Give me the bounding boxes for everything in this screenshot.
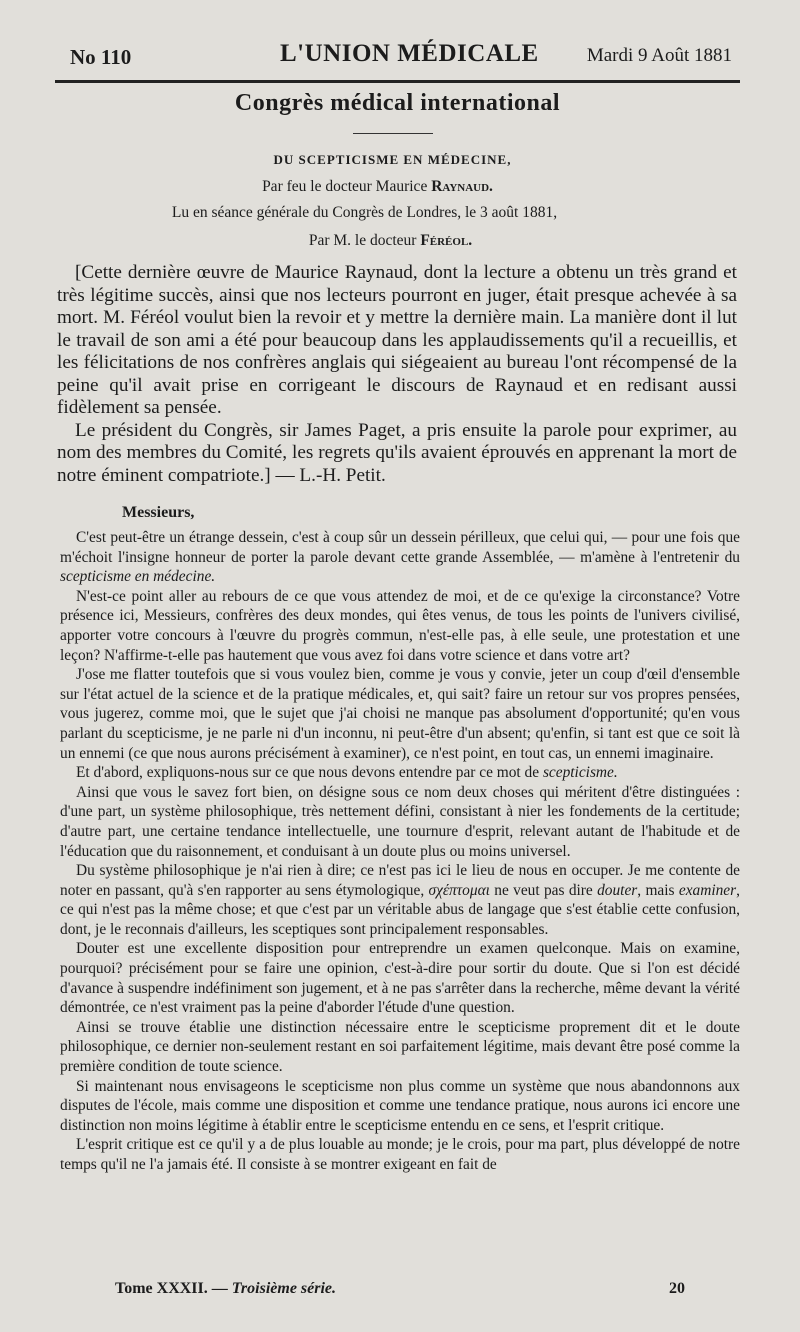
body-paragraph: Douter est une excellente disposition pour entreprendre un examen quelconque. Mais on examine, pourquoi? précisément pour se faire une opinion, c'est-à-dire pour sortir du doute. Que si l'on est décidé d'avance à suspendre indéfiniment son jugement, et à ne pas s'arrêter dans la recherche, même devant la vérité démontrée, ce n'est vraiment pas la peine d'aborder l'étude d'une question. [60,940,740,1017]
article-subtitle: DU SCEPTICISME EN MÉDECINE, [273,152,512,167]
lecture-note: Lu en séance générale du Congrès de Londres, le 3 août 1881, [171,204,558,221]
journal-title: L'UNION MÉDICALE [280,40,539,67]
body-paragraph: Si maintenant nous envisageons le scepticisme non plus comme un système que nous abandonnons aux disputes de l'école, mais comme une disposition et comme une tendance pratique, nous aurons ici encore une distinction non moins légitime à établir entre le scepticisme entendu en ce sens, et l'esprit critique. [60,1077,740,1134]
author-name: Raynaud. [431,178,493,195]
signature-number: 20 [669,1280,685,1297]
salutation: Messieurs, [122,504,195,521]
body-paragraph: Ainsi que vous le savez fort bien, on désigne sous ce nom deux choses qui méritent d'être distinguées : d'une part, un système philosophique, très nettement défini, consistant à nier les fondements de la certitude; d'autre part, une certaine tendance intellectuelle, une tournure d'esprit, relevant autant de l'habitude et de l'éducation que du raisonnement, et conduisant à un doute plus ou moins universel. [60,783,740,860]
reader-name: Féréol. [420,232,473,249]
running-header [70,40,732,74]
body-paragraph: L'esprit critique est ce qu'il y a de plus louable au monde; je le crois, pour ma part, plus développé de notre temps qu'il ne l'a jamais été. Il consiste à se montrer exigeant en fait de [60,1136,740,1173]
reader-prefix: Par M. le docteur [308,232,417,249]
intro-paragraph: [Cette dernière œuvre de Maurice Raynaud, dont la lecture a obtenu un très grand et très légitime succès, ainsi que nos lecteurs pourront en juger, était presque achevée à sa mort. M. Féréol voulut bien la revoir et y mettre la dernière main. La manière dont il lut le travail de son ami a été pour beaucoup dans les applaudissements qu'il a recueillis, et les félicitations de nos confrères anglais qui siégeaient au bureau l'ont récompensé de la peine qu'il avait prise en corrigeant le discours de Raynaud et en redisant aussi fidèlement sa pensée. [57,262,737,418]
intro-paragraph: Le président du Congrès, sir James Paget, a pris ensuite la parole pour exprimer, au nom des membres du Comité, les regrets qu'ils avaient éprouvés en apprenant la mort de notre éminent compatriote.] — L.-H. Petit. [57,419,737,486]
volume-info: Tome XXXII. — Troisième série. [115,1280,337,1297]
article-body [60,528,740,1175]
author-line [35,178,720,196]
body-paragraph: Ainsi se trouve établie une distinction nécessaire entre le scepticisme proprement dit et le doute philosophique, ce dernier non-seulement restant en soi parfaitement légitime, mais devant être posé comme la première condition de toute science. [60,1018,740,1076]
body-paragraph: C'est peut-être un étrange dessein, c'est à coup sûr un dessein périlleux, que celui qui, — pour une fois que m'échoit l'insigne honneur de porter la parole devant cette grande Assemblée, — m'amène à l'entretenir du scepticisme en médecine. [60,529,740,586]
article-title: Congrès médical international [234,90,561,116]
issue-date: Mardi 9 Août 1881 [586,45,732,66]
title-rule [353,133,433,134]
body-paragraph: J'ose me flatter toutefois que si vous voulez bien, comme je vous y convie, jeter un coup d'œil d'ensemble sur l'état actuel de la science et de la pratique médicales, et, qui sait? faire un retour sur vos propres pensées, vous jugerez, comme moi, que le sujet que j'ai choisi ne manque pas absolument d'opportunité; qu'en vous parlant du scepticisme, je ne parle ni d'un inconnu, ni peut-être d'un absent; qu'enfin, si tant est que ce soit là un ennemi (ce que nous aurons précisément à examiner), ce n'est point, en tout cas, un ennemi imaginaire. [60,666,740,762]
body-paragraph: Du système philosophique je n'ai rien à dire; ce n'est pas ici le lieu de nous en occuper. Je me contente de noter en passant, qu'à s'en rapporter au sens étymologique, σχέπτομαι ne veut pas dire douter, mais examiner, ce qui n'est pas la même chose; et que c'est par un véritable abus de langage que s'est établie cette confusion, dont, je le reconnais d'ailleurs, les sceptiques sont principalement responsables. [60,862,740,938]
header-rule [55,80,740,83]
author-prefix: Par feu le docteur Maurice [262,178,428,195]
issue-number: No 110 [70,45,132,69]
editor-introduction [57,262,737,487]
body-paragraph: N'est-ce point aller au rebours de ce que vous attendez de moi, et de ce qu'exige la circonstance? Votre présence ici, Messieurs, confrères des deux mondes, qui êtes venus, de tous les points de l'univers civilisé, apporter votre concours à l'œuvre du progrès commun, n'est-elle pas, à elle seule, une protestation et une leçon? N'affirme-t-elle pas hautement que vous avez foi dans votre science et dans votre art? [60,587,740,664]
reader-line [48,232,733,250]
page-footer [60,1280,685,1302]
greek-word: σχέπτομαι [428,881,490,899]
body-paragraph: Et d'abord, expliquons-nous sur ce que nous devons entendre par ce mot de scepticisme. [76,764,618,782]
